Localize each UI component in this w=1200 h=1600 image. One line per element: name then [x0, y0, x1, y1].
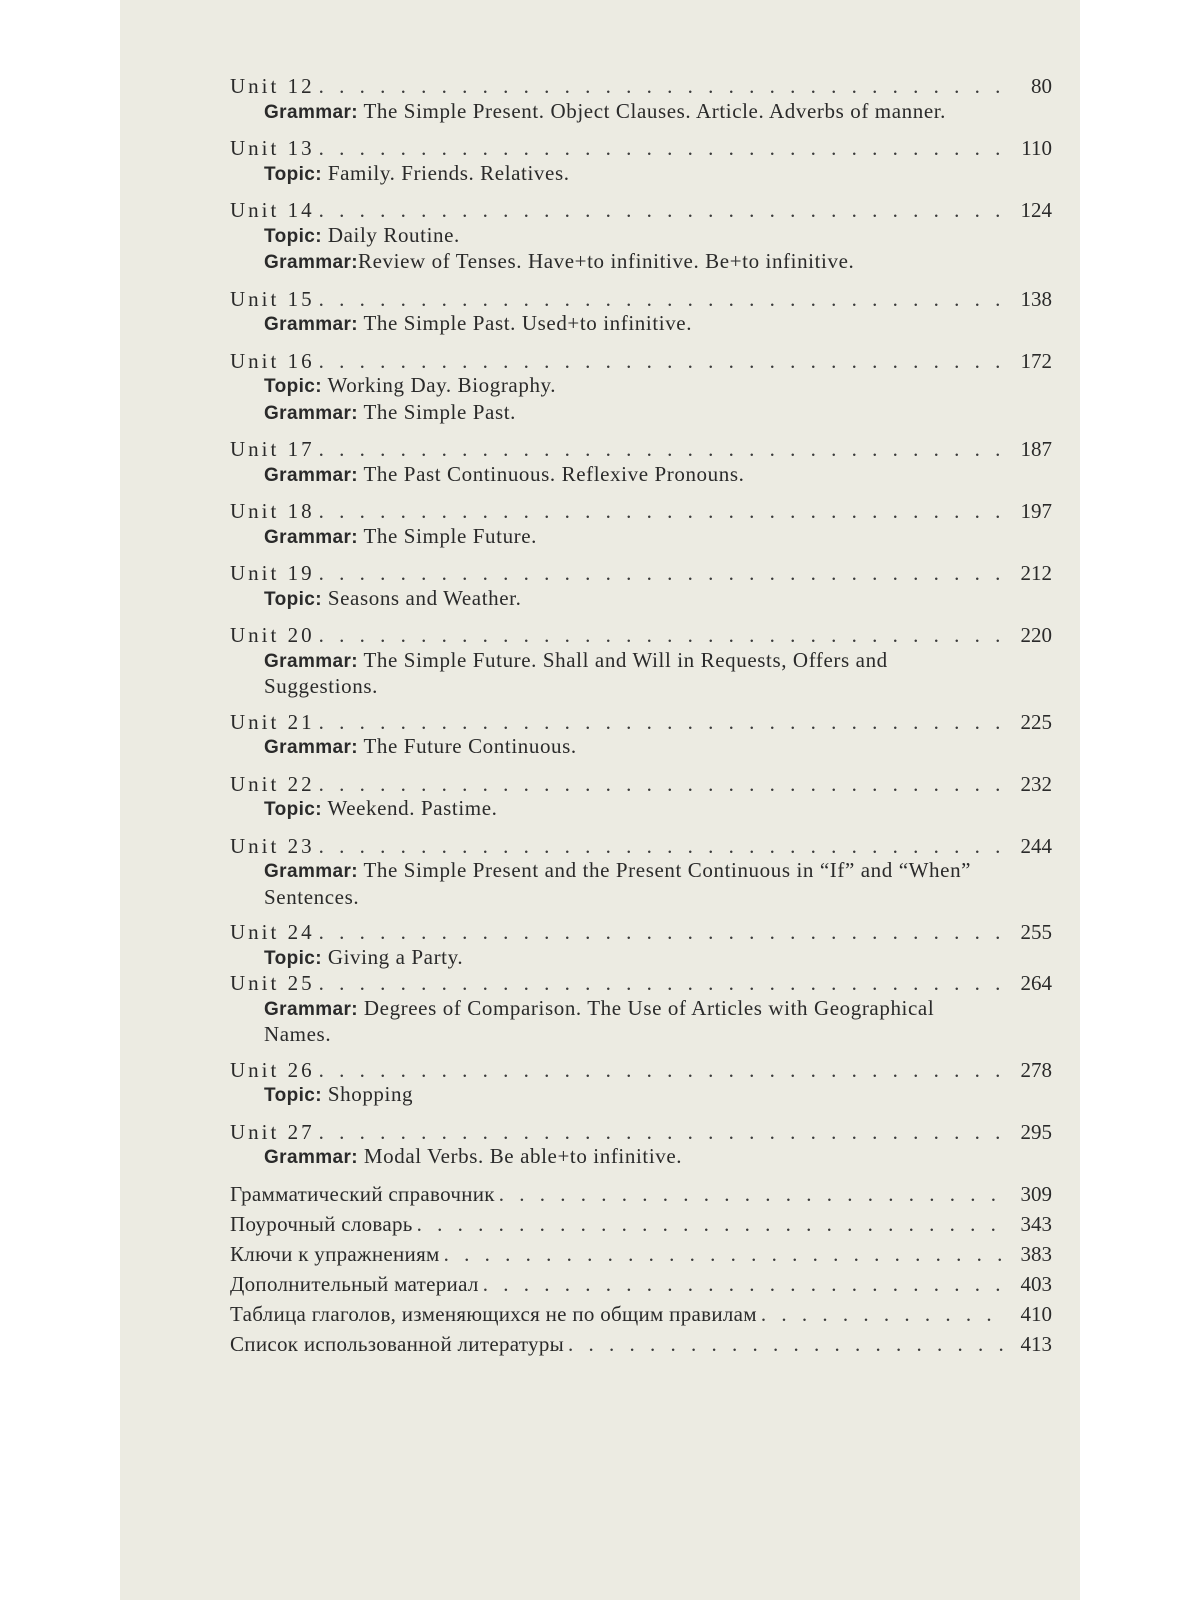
toc-entry-details [230, 161, 1052, 188]
toc-entry-heading [230, 349, 1052, 374]
detail-text: The Simple Future. [358, 523, 538, 548]
leader-dots [319, 834, 1008, 859]
appendix-entry-page: 410 [1020, 1301, 1052, 1326]
detail-label: Topic: [264, 376, 322, 397]
toc-entry-page: 197 [1020, 499, 1052, 523]
detail-text: The Simple Past. [358, 399, 517, 424]
toc-entry-page: 172 [1020, 348, 1052, 373]
leader-dots [319, 561, 1008, 586]
toc-entry-page: 80 [1031, 74, 1052, 98]
appendix-entry [230, 1182, 1052, 1207]
toc-entry-detail-line [230, 796, 1052, 823]
toc-entry [230, 834, 1052, 910]
leader-dots [319, 772, 1008, 797]
toc-entry-detail-line [230, 996, 1052, 1047]
toc-entry-page: 124 [1020, 198, 1052, 222]
detail-text: Modal Verbs. Be able+to infinitive. [358, 1144, 683, 1168]
toc-entry-details [230, 373, 1052, 426]
detail-label: Grammar: [264, 252, 359, 273]
toc-entry-detail-line [230, 400, 1052, 427]
toc-entry [230, 1120, 1052, 1171]
leader-dots [568, 1332, 1008, 1357]
toc-entry-detail-line [230, 648, 1052, 699]
detail-label: Grammar: [264, 464, 359, 486]
detail-label: Topic: [264, 588, 322, 610]
toc-entry-details [230, 311, 1052, 338]
toc-entry-heading [230, 920, 1052, 945]
toc-entry-title: Unit 13 [230, 136, 315, 160]
toc-entry-heading [230, 499, 1052, 524]
toc-entry-details [230, 586, 1052, 613]
toc-entry-details [230, 996, 1052, 1047]
detail-text: Seasons and Weather. [321, 585, 522, 610]
leader-dots [319, 710, 1008, 735]
toc-entry-details [230, 223, 1052, 276]
toc-entry-detail-line [230, 1082, 1052, 1109]
toc-entry-page: 138 [1020, 286, 1052, 311]
detail-text: The Simple Future. Shall and Will in Requests, Offers and Suggestions. [264, 647, 888, 698]
toc-entry-title: Unit 20 [230, 623, 315, 647]
appendix-entry-heading [230, 1182, 1052, 1207]
detail-text: The Past Continuous. Reflexive Pronouns. [358, 461, 745, 486]
appendix-list [230, 1182, 1052, 1357]
detail-text: Giving a Party. [321, 944, 464, 969]
appendix-entry [230, 1332, 1052, 1357]
toc-entry [230, 1058, 1052, 1109]
toc-entry-title: Unit 22 [230, 771, 315, 796]
toc-entry-detail-line [230, 858, 1052, 909]
toc-entry-heading [230, 198, 1052, 223]
toc-entry-title: Unit 16 [230, 348, 315, 373]
appendix-entry-heading [230, 1242, 1052, 1267]
book-page [120, 0, 1080, 1600]
appendix-entry [230, 1212, 1052, 1237]
toc-entry-detail-line [230, 945, 1052, 972]
toc-entry [230, 561, 1052, 612]
toc-entry-title: Unit 18 [230, 499, 315, 523]
appendix-entry-title: Список использованной литературы [230, 1331, 565, 1356]
toc-entry-details [230, 796, 1052, 823]
detail-label: Grammar: [264, 314, 359, 335]
toc-entry-title: Unit 21 [230, 709, 315, 734]
appendix-entry-page: 343 [1020, 1211, 1052, 1236]
leader-dots [319, 499, 1008, 524]
toc-entry-page: 244 [1020, 833, 1052, 858]
toc-entry-heading [230, 561, 1052, 586]
unit-list [230, 74, 1052, 1171]
toc-entry-detail-line [230, 311, 1052, 338]
toc-entry [230, 623, 1052, 699]
appendix-entry-heading [230, 1302, 1052, 1327]
toc-entry-detail-line [230, 524, 1052, 551]
detail-label: Grammar: [264, 1147, 359, 1168]
appendix-entry-page: 383 [1020, 1241, 1052, 1266]
toc-entry-details [230, 1082, 1052, 1109]
toc-entry [230, 74, 1052, 125]
toc-entry-heading [230, 287, 1052, 312]
leader-dots [319, 136, 1008, 161]
toc-entry-detail-line [230, 734, 1052, 761]
toc-entry-detail-line [230, 373, 1052, 400]
toc-entry [230, 136, 1052, 187]
appendix-entry-title: Таблица глаголов, изменяющихся не по общим правилам [230, 1301, 757, 1326]
toc-entry-detail-line [230, 161, 1052, 188]
toc-entry-page: 212 [1020, 561, 1052, 585]
toc-entry-title: Unit 26 [230, 1057, 315, 1082]
toc-entry [230, 920, 1052, 971]
detail-label: Topic: [264, 225, 322, 247]
toc-entry-detail-line [230, 99, 1052, 126]
toc-entry-title: Unit 12 [230, 74, 315, 98]
leader-dots [417, 1212, 1008, 1237]
detail-text: Weekend. Pastime. [321, 796, 498, 820]
appendix-entry-title: Поурочный словарь [230, 1211, 413, 1236]
appendix-entry-title: Грамматический справочник [230, 1181, 495, 1206]
leader-dots [319, 971, 1008, 996]
toc-entry-details [230, 524, 1052, 551]
leader-dots [319, 287, 1008, 312]
detail-text: Shopping [321, 1082, 414, 1106]
toc-entry-heading [230, 623, 1052, 648]
table-of-contents [230, 74, 1052, 1362]
toc-entry-title: Unit 14 [230, 198, 315, 222]
detail-label: Grammar: [264, 737, 359, 758]
toc-entry-title: Unit 19 [230, 561, 315, 585]
appendix-entry-title: Ключи к упражнениям [230, 1241, 440, 1266]
toc-entry [230, 971, 1052, 1047]
toc-entry-title: Unit 25 [230, 971, 315, 995]
leader-dots [483, 1272, 1008, 1297]
toc-entry-detail-line [230, 586, 1052, 613]
toc-entry-heading [230, 834, 1052, 859]
appendix-entry [230, 1272, 1052, 1297]
appendix-entry-title: Дополнительный материал [230, 1271, 479, 1296]
toc-entry-heading [230, 1120, 1052, 1145]
toc-entry-heading [230, 74, 1052, 99]
toc-entry-details [230, 858, 1052, 909]
toc-entry-details [230, 99, 1052, 126]
detail-text: The Simple Present and the Present Continuous in “If” and “When” Sentences. [264, 858, 972, 909]
detail-label: Topic: [264, 947, 322, 969]
toc-entry-detail-line [230, 223, 1052, 250]
leader-dots [499, 1182, 1008, 1207]
toc-entry-heading [230, 971, 1052, 996]
toc-entry-heading [230, 1058, 1052, 1083]
toc-entry [230, 499, 1052, 550]
detail-label: Topic: [264, 1085, 322, 1106]
toc-entry-title: Unit 23 [230, 833, 315, 858]
leader-dots [761, 1302, 1008, 1327]
appendix-entry [230, 1242, 1052, 1267]
appendix-entry-page: 309 [1020, 1181, 1052, 1206]
toc-entry-page: 264 [1020, 971, 1052, 995]
toc-entry-heading [230, 710, 1052, 735]
toc-entry-heading [230, 437, 1052, 462]
toc-entry [230, 437, 1052, 488]
toc-entry-page: 110 [1021, 136, 1052, 160]
detail-label: Grammar: [264, 861, 359, 882]
leader-dots [319, 437, 1008, 462]
appendix-entry-page: 403 [1020, 1271, 1052, 1296]
detail-label: Grammar: [264, 101, 359, 123]
detail-text: The Future Continuous. [358, 734, 577, 758]
toc-entry [230, 287, 1052, 338]
toc-entry-page: 187 [1020, 437, 1052, 461]
detail-text: Family. Friends. Relatives. [321, 160, 570, 185]
toc-entry [230, 198, 1052, 276]
detail-text: Degrees of Comparison. The Use of Articles with Geographical Names. [264, 995, 935, 1046]
toc-entry-page: 255 [1020, 920, 1052, 944]
detail-text: Working Day. Biography. [321, 373, 557, 397]
detail-label: Grammar: [264, 650, 359, 672]
detail-label: Grammar: [264, 402, 359, 424]
toc-entry-page: 295 [1020, 1119, 1052, 1144]
leader-dots [319, 74, 1008, 99]
detail-text: Review of Tenses. Have+to infinitive. Be+to infinitive. [358, 249, 855, 273]
toc-entry [230, 710, 1052, 761]
appendix-entry-heading [230, 1272, 1052, 1297]
toc-entry-details [230, 1144, 1052, 1171]
detail-label: Topic: [264, 163, 322, 185]
appendix-entry-heading [230, 1332, 1052, 1357]
toc-entry-detail-line [230, 1144, 1052, 1171]
leader-dots [319, 1058, 1008, 1083]
leader-dots [319, 920, 1008, 945]
detail-label: Grammar: [264, 526, 359, 548]
toc-entry-page: 278 [1020, 1057, 1052, 1082]
toc-entry [230, 349, 1052, 427]
toc-entry-details [230, 945, 1052, 972]
toc-entry-details [230, 734, 1052, 761]
leader-dots [319, 623, 1008, 648]
detail-label: Topic: [264, 799, 322, 820]
leader-dots [319, 1120, 1008, 1145]
detail-label: Grammar: [264, 998, 359, 1020]
appendix-entry-page: 413 [1020, 1331, 1052, 1356]
leader-dots [444, 1242, 1008, 1267]
appendix-entry-heading [230, 1212, 1052, 1237]
toc-entry-heading [230, 136, 1052, 161]
toc-entry-title: Unit 15 [230, 286, 315, 311]
toc-entry [230, 772, 1052, 823]
detail-text: The Simple Present. Object Clauses. Article. Adverbs of manner. [358, 98, 947, 123]
leader-dots [319, 349, 1008, 374]
toc-entry-details [230, 462, 1052, 489]
toc-entry-detail-line [230, 462, 1052, 489]
detail-text: Daily Routine. [321, 222, 460, 247]
toc-entry-details [230, 648, 1052, 699]
toc-entry-page: 232 [1020, 771, 1052, 796]
toc-entry-title: Unit 24 [230, 920, 315, 944]
toc-entry-page: 225 [1020, 709, 1052, 734]
toc-entry-page: 220 [1020, 623, 1052, 647]
toc-entry-title: Unit 17 [230, 437, 315, 461]
toc-entry-heading [230, 772, 1052, 797]
appendix-entry [230, 1302, 1052, 1327]
detail-text: The Simple Past. Used+to infinitive. [358, 311, 693, 335]
leader-dots [319, 198, 1008, 223]
toc-entry-detail-line [230, 249, 1052, 276]
toc-entry-title: Unit 27 [230, 1119, 315, 1144]
